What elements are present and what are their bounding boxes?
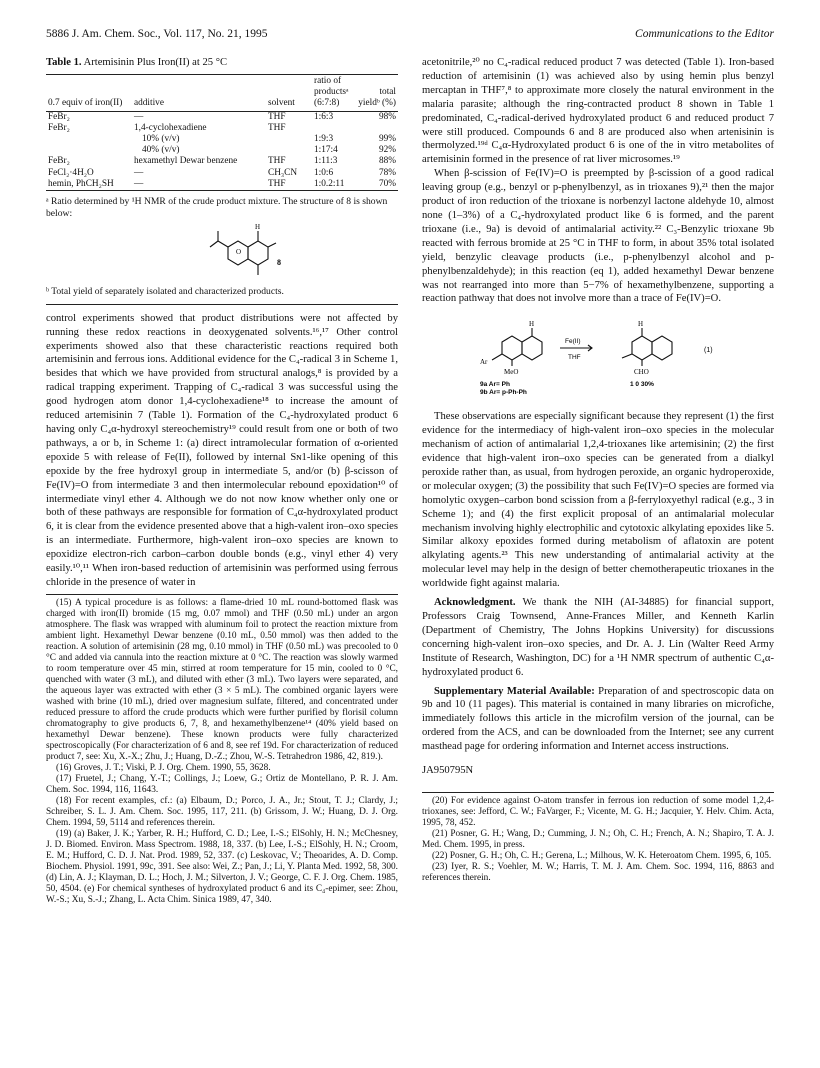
- table-note-b: ᵇ Total yield of separately isolated and characterized products.: [46, 286, 284, 298]
- cell-solvent: THF: [268, 178, 286, 189]
- svg-text:O: O: [236, 248, 242, 257]
- left-column: [46, 56, 398, 906]
- right-body-paragraph-3: These observations are especially significant because they represent (1) the first evidence for the intermediacy of high-valent iron–oxo species in the molecular mechanism of action of antimalarial 1,2,4-trioxanes like artemisinin; (2) the first evidence that high-valent iron–oxo species can be generated from a dialkyl peroxide rather than, as usual, from hydrogen peroxide, an organic hydroperoxide, or molecular oxygen; (3) the possibility that such Fe(IV)=O species are formed via homolytic oxygen–carbon bond scission from a β-ferryloxyethyl radical (e.g., 3 in Scheme 1); and (4) the first explicit proposal of an antimalarial molecular mechanism involving highly electrophilic and cytotoxic alkylating epoxides like 5. Similar alkoxy epoxides formed during metabolism of aflatoxin are potent alkylating agents.²³ This new understanding of antimalarial activity at the molecular level may help in the design of better chemotherapeutic trioxanes in the worldwide fight against malaria.: [422, 411, 774, 590]
- solvent-label: THF: [568, 354, 581, 362]
- structure-8-drawing: [206, 219, 286, 281]
- structure-8-label: 8: [277, 258, 281, 268]
- col-header-yield: total yieldᵇ (%): [358, 87, 396, 109]
- table-row: [46, 179, 398, 191]
- acknowledgment: [422, 596, 774, 679]
- footnote-20: (20) For evidence against O-atom transfer in ferrous ion reduction of some model 1,2,4-trioxanes, see: Jefford, C. W.; FaVarger, F.; Vicente, M. G. H.; Jacquier, Y. Helv. Chim. Acta, 1995, 78, 452.: [422, 795, 774, 828]
- right-footnotes: [422, 792, 774, 884]
- supp-heading: Supplementary Material Available:: [434, 685, 595, 697]
- cell-solvent: THF: [268, 111, 286, 122]
- compound-10-label: 1 0 30%: [630, 381, 654, 389]
- table-title-label: Table 1.: [46, 57, 82, 68]
- cell-ratio: 1:0:6: [314, 167, 334, 178]
- footnote-15: (15) A typical procedure is as follows: a flame-dried 10 mL round-bottomed flask was charged with iron(II) bromide (15 mg, 0.07 mmol) and THF (0.50 mL) under an argon atmosphere. The flask was wrapped with aluminum foil to protect the reaction mixture from ambient light. Hexamethyl Dewar benzene (0.10 mL, 0.50 mmol) was then added to the reaction. A solution of artemisinin (28 mg, 0.10 mmol) in THF (0.50 mL) was precooled to 0 °C and added via cannula into the reaction mixture at 0 °C. The reaction was slowly warmed to room temperature over 45 min, stirred at room temperature for 15 min, cooled to 0 °C, quenched with water (3 mL), and diluted with ether (3 mL). Two layers were separated, and the aqueous layer was extracted with ether (3 × 5 mL). The combined organic layers were washed with brine (10 mL), dried over magnesium sulfate, filtered, and concentrated under reduced pressure to afford the crude products which were further purified by florisil column chromatography to give products 6, 7, 8, and hexamethylbenzene¹⁴ (40% yield based on hexamethyl Dewar benzene). These known products were fully characterized spectroscopically (For characterization of 6 and 8, see ref 19d. For characterization of reduced product 7, see: Xu, X.-X.; Zhu, J.; Huang, D.-Z.; Zhou, W.-S. Tetrahedron 1986, 42, 819.).: [46, 597, 398, 762]
- running-header-left: 5886 J. Am. Chem. Soc., Vol. 117, No. 21, 1995: [46, 28, 268, 40]
- cell-ratio: 1:6:3: [314, 111, 334, 122]
- cell-additive: 10% (v/v): [142, 133, 180, 144]
- cell-yield: 88%: [378, 156, 396, 167]
- compound-9b-label: 9b Ar= p-Ph-Ph: [480, 389, 527, 397]
- svg-text:H: H: [529, 320, 535, 329]
- svg-text:H: H: [638, 320, 644, 329]
- footnote-22: (22) Posner, G. H.; Oh, C. H.; Gerena, L.; Milhous, W. K. Heteroatom Chem. 1995, 6, 105.: [432, 850, 772, 861]
- svg-text:Ar: Ar: [480, 358, 488, 367]
- supplementary-material: [422, 685, 774, 755]
- col-header-ratio: ratio of productsᵃ (6:7:8): [314, 75, 349, 109]
- cell-iron: FeBr₂: [48, 156, 70, 167]
- equation-1-drawing: [472, 316, 772, 398]
- table-title-text: Artemisinin Plus Iron(II) at 25 °C: [81, 57, 228, 68]
- table-row: [46, 134, 398, 145]
- cell-additive: —: [134, 111, 144, 122]
- cell-solvent: [266, 134, 312, 145]
- col-header-additive: additive: [134, 98, 164, 109]
- footnote-19: (19) (a) Baker, J. K.; Yarber, R. H.; Hufford, C. D.; Lee, I.-S.; ElSohly, H. N.; McChesney, J. D. Biomed. Environ. Mass Spectrom. 1988, 18, 337. (b) Lee, I.-S.; ElSohly, H. N.; Croom, E. M.; Hufford, C. D. J. Nat. Prod. 1989, 52, 337. (c) Leskovac, V.; Theoarides, A. D. Comp. Biochem. Physiol. 1991, 99c, 391. See also: Wei, Z.; Pan, J.; Li, Y. Planta Med. 1992, 58, 300. (d) Lin, A. J.; Klayman, D. L.; Hoch, J. M.; Silverton, J. V.; George, C. F. J. Org. Chem. 1985, 50, 4504. (e) For chemical syntheses of hydroxylated product 6 and its C₄-epimer, see: Zhou, W.-S.; Xu, S.-J.; Zhang, L. Acta Chim. Sinica 1989, 47, 340.: [46, 828, 398, 905]
- supp-text: Preparation of and spectroscopic data on 9b and 10 (11 pages). This material is contained in many libraries on microfiche, immediately follows this article in the microfilm version of the journal, can be ordered from the ACS, and can be downloaded from the Internet; see any current masthead page for ordering information and Internet access instructions.: [422, 685, 774, 753]
- cell-additive: —: [134, 167, 144, 178]
- cell-additive: —: [134, 178, 144, 189]
- cell-yield: 78%: [378, 167, 396, 178]
- cell-additive: hexamethyl Dewar benzene: [134, 156, 238, 167]
- cell-solvent: THF: [268, 122, 286, 133]
- footnote-23: (23) Iyer, R. S.; Voehler, M. W.; Harris, T. M. J. Am. Chem. Soc. 1994, 116, 8863 and references therein.: [422, 861, 774, 883]
- svg-text:MeO: MeO: [504, 368, 519, 377]
- cell-yield: 98%: [378, 111, 396, 122]
- cell-additive: 40% (v/v): [142, 145, 180, 156]
- table-row: [46, 145, 398, 156]
- left-body-paragraph: control experiments showed that product distributions were not affected by running these redox reactions in deoxygenated solvents.¹⁶,¹⁷ Other control experiments showed also that these characteristic reactions required both artemisinin and ferrous ions. Additional evidence for the C₄-radical 3 in Scheme 1, besides that which we have provided from structural analogs,⁸ is provided by a radical trapping experiment. Trapping of C₄-radical 3 was successful using the good hydrogen atom donor 1,4-cyclohexadiene¹⁸ to increase the amount of reduced artemisinin 7 (Table 1). Formation of the C₄-hydroxylated product 6 having only C₄α-hydroxyl stereochemistry¹⁹ could result from one or both of two pathways, a or b, in Scheme 1: (a) direct intramolecular formation of α-oriented epoxide 5 with release of Fe(II), followed by internal Sɴ1-like opening of this epoxide by the free hydroxyl group in intermediate 5, and/or (b) β-scisson of Fe(IV)=O from intermediate 3 and then intermolecular rebound epoxidation¹⁰ of intermediate vinyl ether 4. Although we do not now know whether only one or both of these pathways are responsible for formation of C₄α-hydroxylated product 6, it is clear from the evidence presented above that a high-valent iron–oxo species is an intermediate. Furthermore, high-valent iron–oxo species are known to epoxidize electron-rich carbon–carbon double bonds (e.g., vinyl ether 4) very easily.¹⁰,¹¹ When iron-based reduction of artemisinin was performed using ferrous chloride in the presence of water in: [46, 312, 398, 588]
- footnote-18: (18) For recent examples, cf.: (a) Elbaum, D.; Porco, J. A., Jr.; Stout, T. J.; Clardy, J.; Schreiber, S. L. J. Am. Chem. Soc. 1995, 117, 211. (b) Grissom, J. W.; Huang, D. J. Org. Chem. 1994, 59, 5114 and references therein.: [46, 795, 398, 828]
- table-row: [46, 123, 398, 134]
- cell-iron: FeCl₂·4H₂O: [48, 167, 94, 178]
- col-header-iron: 0.7 equiv of iron(II): [48, 98, 123, 109]
- cell-ratio: 1:11:3: [314, 156, 338, 167]
- running-header-right: Communications to the Editor: [635, 28, 774, 40]
- table-note-a: ᵃ Ratio determined by ¹H NMR of the crude product mixture. The structure of 8 is shown below:: [46, 195, 388, 219]
- table-row: [46, 111, 398, 123]
- ack-text: We thank the NIH (AI-34885) for financial support, Professors Craig Townsend, Anne-Frances Miller, and Kenneth Karlin (Department of Chemistry, The Johns Hopkins University) for discussions concerning high-valent iron–oxo species, and Dr. A. J. Lin (Walter Reed Army Institute of Research, Washington, DC) for a ¹H NMR spectrum of authentic C₄α-hydroxylated product 6.: [422, 597, 774, 678]
- cell-ratio: 1:0.2:11: [314, 178, 345, 189]
- artemisinin-iron-table: [46, 74, 398, 191]
- cell-solvent: THF: [268, 156, 286, 167]
- manuscript-code: JA950795N: [422, 765, 474, 777]
- cell-yield: 70%: [378, 178, 396, 189]
- col-header-solvent: solvent: [268, 98, 295, 109]
- cell-ratio: 1:17:4: [314, 145, 338, 156]
- table-end-rule: [46, 304, 398, 305]
- right-body-paragraph-1: acetonitrile,²⁰ no C₄-radical reduced product 7 was detected (Table 1). Iron-based reduction of artemisinin (1) was achieved also by using hemin plus benzyl mercaptan in THF⁷,⁸ to approximate more closely the natural environment in the malaria parasite; although the ring-contracted product 8 shown in Table 1 predominated, C₄-radical-derived hydroxylated product 6 and reduced product 7 were still produced. Compounds 6 and 8 are produced also when artenisinin is thermolyzed.¹⁹ᵈ C₄α-Hydroxylated product 6 is one of the in vitro metabolites of artemisinin formed in the presence of rat liver microsomes.¹⁹: [422, 57, 774, 166]
- cell-iron: [46, 134, 132, 145]
- footnote-21: (21) Posner, G. H.; Wang, D.; Cumming, J. N.; Oh, C. H.; French, A. N.; Shapiro, T. A. J. Med. Chem. 1995, in press.: [422, 828, 774, 850]
- footnote-17: (17) Fruetel, J.; Chang, Y.-T.; Collings, J.; Loew, G.; Ortiz de Montellano, P. R. J. Am. Chem. Soc. 1994, 116, 11643.: [46, 773, 398, 795]
- cell-ratio: [312, 123, 356, 134]
- cell-iron: FeBr₂: [48, 111, 70, 122]
- reagent-label: Fe(II): [565, 338, 581, 346]
- compound-9a-label: 9a Ar= Ph: [480, 381, 510, 389]
- cell-yield: [356, 123, 398, 134]
- footnote-16: (16) Groves, J. T.; Viski, P. J. Org. Chem. 1990, 55, 3628.: [56, 762, 271, 773]
- cell-solvent: CH₃CN: [268, 167, 298, 178]
- equation-number: (1): [704, 347, 713, 355]
- table-row: [46, 156, 398, 167]
- cell-yield: 99%: [378, 133, 396, 144]
- cell-iron: hemin, PhCH₂SH: [48, 178, 114, 189]
- right-column: [422, 56, 774, 884]
- table-title: [46, 56, 398, 70]
- cell-iron: [46, 145, 132, 156]
- left-footnotes: [46, 594, 398, 906]
- cell-additive: 1,4-cyclohexadiene: [134, 122, 207, 133]
- cell-ratio: 1:9:3: [314, 133, 334, 144]
- right-body-paragraph-2: When β-scission of Fe(IV)=O is preempted by β-scission of a good radical leaving group (e.g., benzyl or p-phenylbenzyl, as in trioxanes 9),²¹ then the major product of iron reduction of the trioxane is norbenzyl lactone aldehyde 10, almost none (1–3%) of a C₄-hydroxylated product like 6 is formed, and the parent trioxane (i.e., 9a) is devoid of antimalarial activity.²² C₃-Benzylic trioxane 9b reacted with ferrous bromide at 25 °C in THF to form, in about 35% total isolated yield, benzylic cleavage products (i.e., p-phenylbenzyl alcohol and p-phenylbenzaldehyde); in this reaction (eq 1), added hexamethyl Dewar benzene was not rearranged into more than 5−7% of hexamethylbenzene, supporting a reaction pathway that does not involve more than a trace of Fe(IV)=O.: [422, 168, 774, 305]
- structure-8: [46, 219, 398, 281]
- cell-yield: 92%: [378, 145, 396, 156]
- table-row: [46, 168, 398, 179]
- cell-solvent: [266, 145, 312, 156]
- svg-text:H: H: [255, 223, 261, 232]
- svg-text:CHO: CHO: [634, 368, 649, 377]
- cell-iron: FeBr₂: [48, 122, 70, 133]
- ack-heading: Acknowledgment.: [434, 597, 516, 609]
- equation-1: [422, 316, 774, 398]
